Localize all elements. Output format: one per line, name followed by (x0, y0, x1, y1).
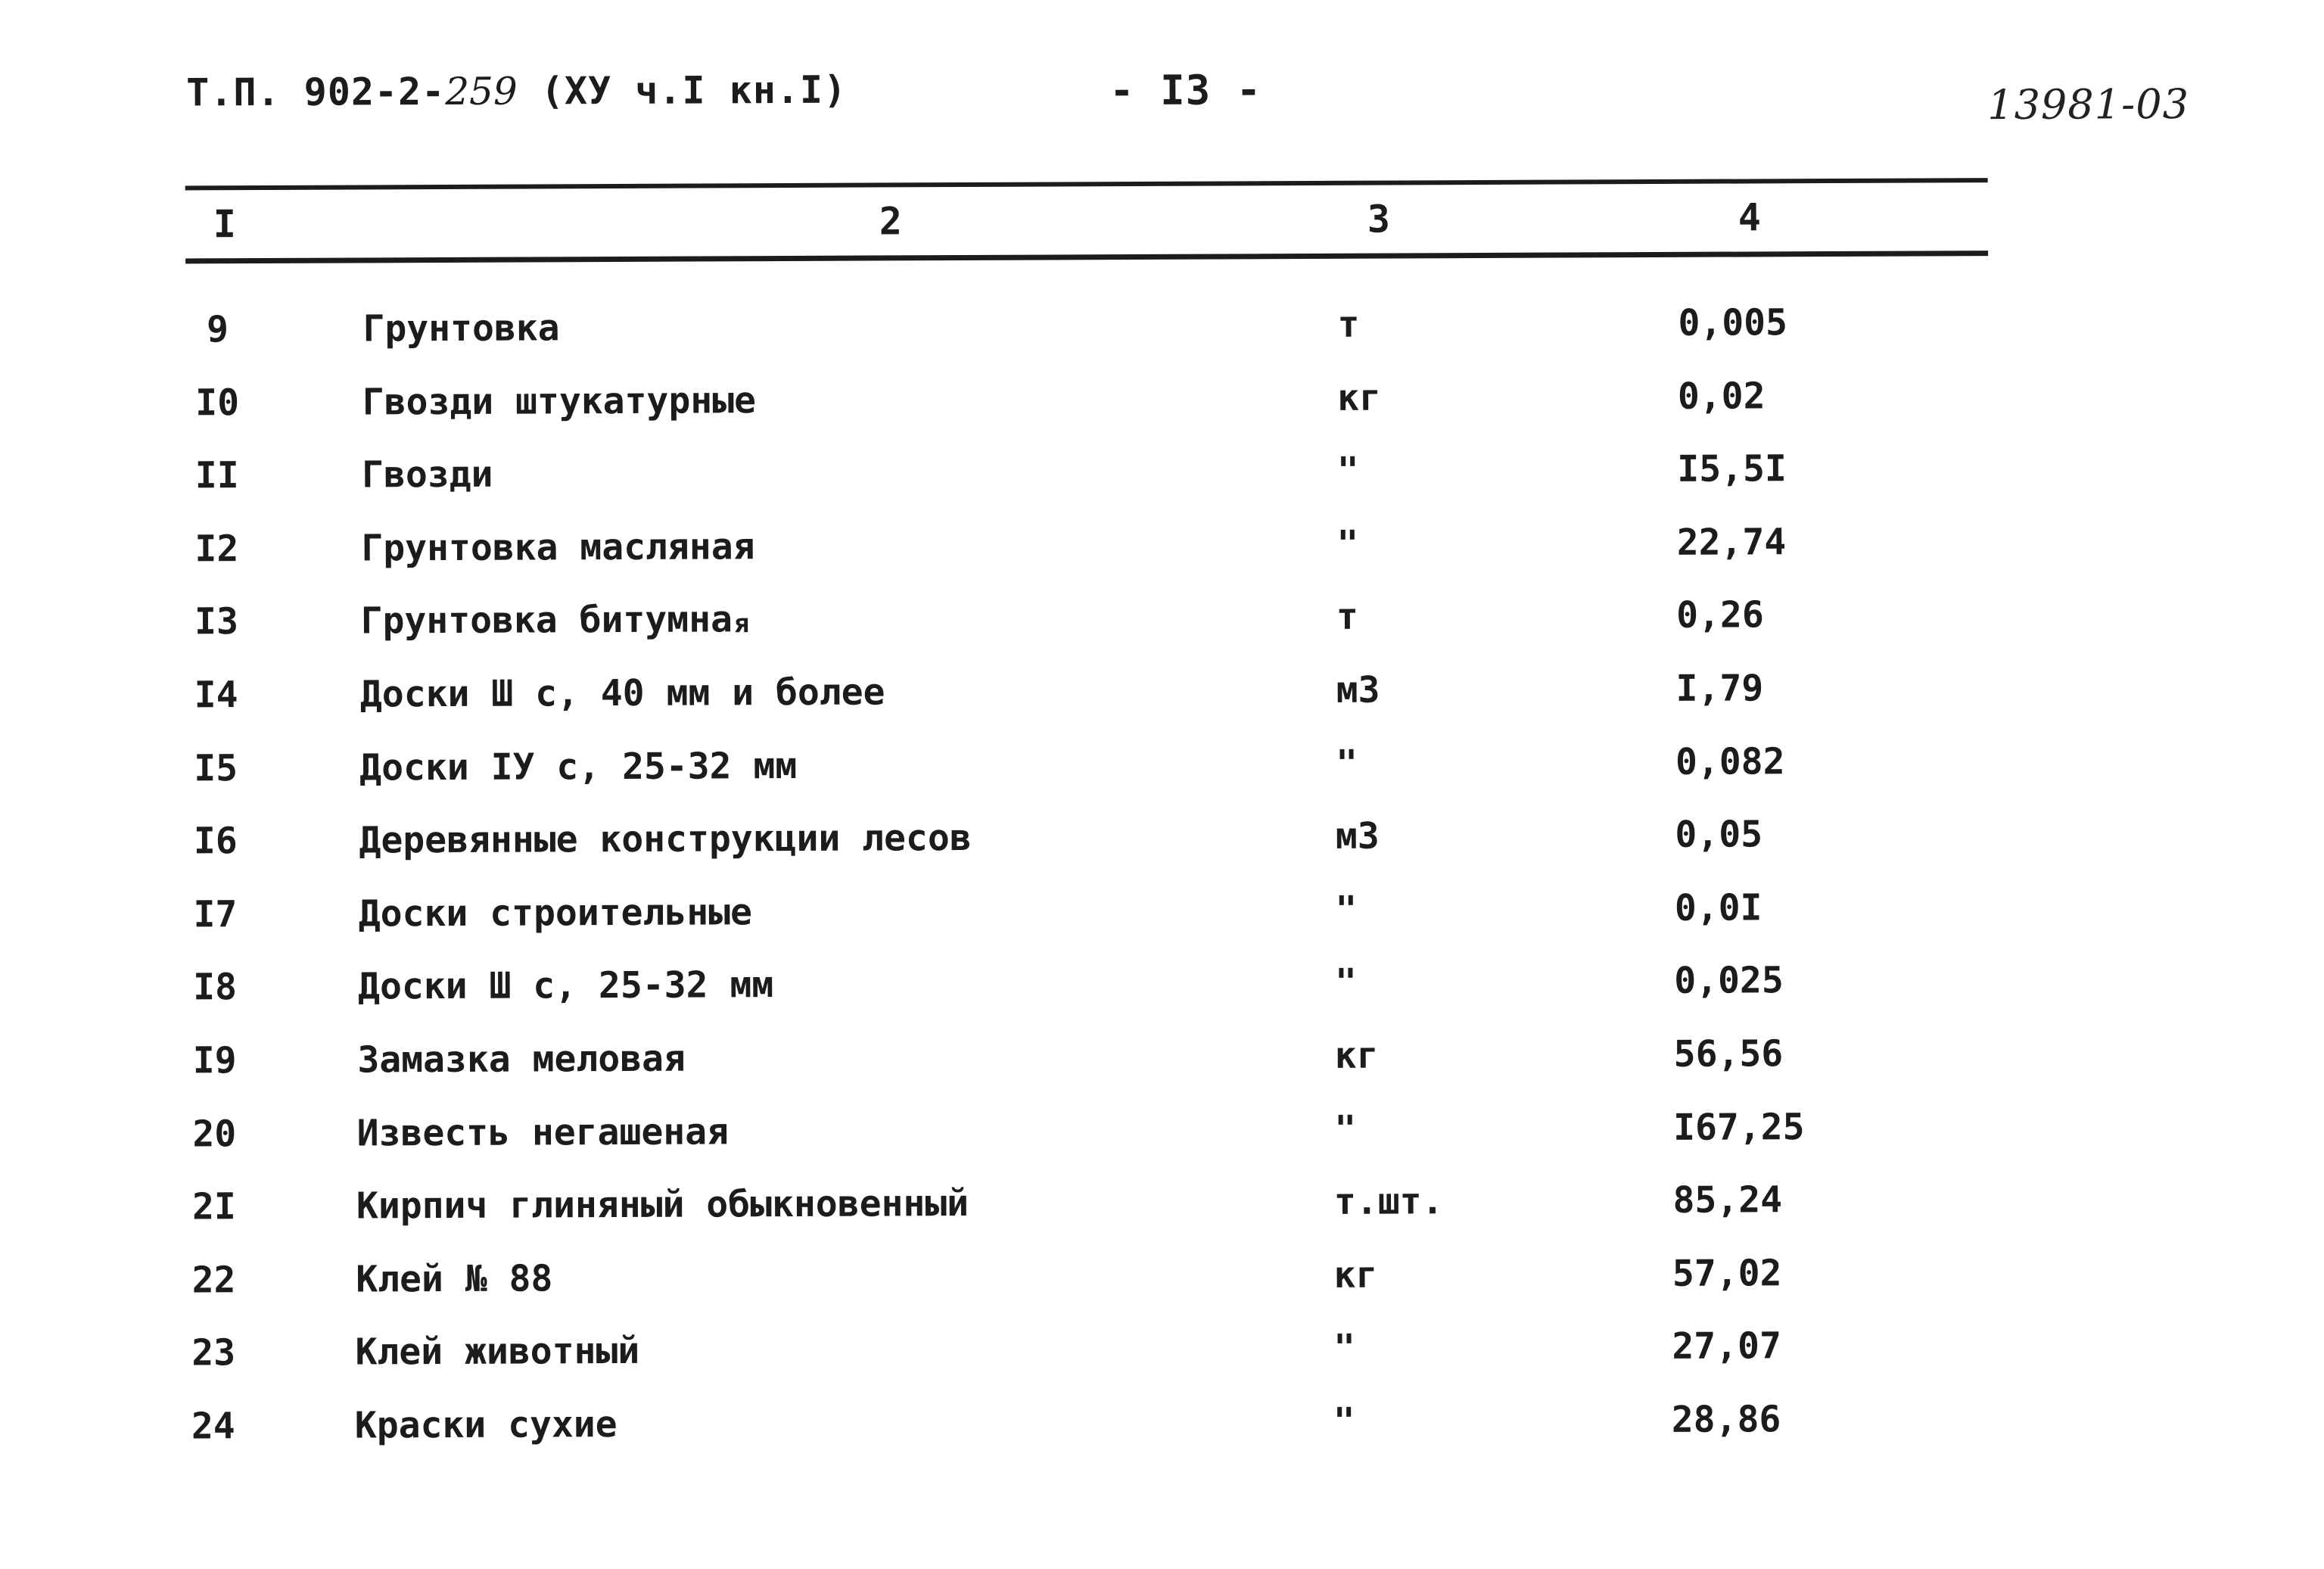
row-unit: " (1334, 961, 1358, 1004)
archive-number: 13981-03 (1987, 79, 2190, 129)
doc-code-prefix: Т.П. 902-2- (186, 69, 446, 115)
table-row (2, 1323, 2324, 1401)
row-unit: т.шт. (1333, 1180, 1444, 1224)
row-quantity: 57,02 (1672, 1252, 1782, 1295)
row-name: Краски сухие (354, 1402, 618, 1447)
page-number: - I3 - (1109, 66, 1262, 115)
row-number: I9 (192, 1039, 237, 1082)
row-quantity: 22,74 (1676, 521, 1787, 564)
table-row (1, 884, 2324, 962)
table-row (0, 592, 2323, 670)
table-header-rule (185, 251, 1988, 263)
table-row (0, 445, 2323, 523)
table-row (0, 811, 2324, 889)
column-header-4: 4 (1738, 195, 1762, 240)
row-name: Доски Ш с, 40 мм и более (359, 671, 885, 716)
table-row (3, 1396, 2324, 1474)
row-quantity: 28,86 (1671, 1398, 1781, 1441)
row-quantity: I5,5I (1677, 447, 1787, 491)
row-quantity: 0,082 (1675, 739, 1785, 783)
row-number: II (194, 454, 239, 497)
row-name: Деревянные конструкции лесов (359, 817, 972, 862)
row-unit: м3 (1336, 668, 1380, 711)
row-quantity: 27,07 (1672, 1325, 1782, 1368)
row-name: Известь негашеная (356, 1110, 730, 1155)
row-number: 20 (192, 1112, 237, 1156)
row-name: Замазка меловая (357, 1037, 686, 1082)
row-unit: " (1333, 1327, 1356, 1370)
table-row (1, 957, 2324, 1035)
row-number: I7 (193, 892, 238, 936)
doc-code-suffix: (ХУ ч.I кн.I) (517, 67, 848, 114)
table-row (0, 518, 2323, 596)
row-unit: т (1337, 303, 1360, 346)
table-row (0, 738, 2324, 816)
row-name: Грунтовка масляная (361, 525, 755, 570)
row-number: 24 (191, 1405, 235, 1448)
table-row (0, 299, 2322, 377)
row-number: I2 (194, 527, 239, 571)
row-name: Грунтовка (362, 307, 560, 350)
row-quantity: I67,25 (1673, 1105, 1805, 1149)
document-code (186, 68, 847, 115)
row-name: Кирпич глиняный обыкновенный (356, 1182, 969, 1228)
row-unit: м3 (1335, 814, 1380, 858)
row-name: Гвозди штукатурные (362, 378, 757, 424)
row-unit: " (1336, 449, 1359, 493)
row-quantity: 0,005 (1678, 301, 1788, 344)
row-quantity: 0,025 (1674, 959, 1784, 1003)
row-unit: " (1334, 1107, 1357, 1150)
row-number: I5 (194, 746, 238, 790)
row-quantity: 85,24 (1672, 1178, 1783, 1222)
row-number: 2I (191, 1185, 236, 1228)
row-name: Доски Ш с, 25-32 мм (357, 964, 774, 1008)
row-unit: т (1336, 596, 1359, 639)
column-header-2: 2 (879, 199, 903, 244)
doc-code-handwritten: 259 (445, 69, 518, 114)
row-name: Доски IУ с, 25-32 мм (359, 744, 798, 789)
table-row (0, 372, 2322, 450)
row-quantity: 0,26 (1676, 593, 1764, 637)
row-quantity: 0,0I (1674, 886, 1762, 929)
row-quantity: 56,56 (1673, 1032, 1784, 1076)
row-unit: " (1336, 522, 1359, 565)
row-number: 22 (191, 1258, 236, 1302)
row-unit: кг (1333, 1253, 1378, 1297)
row-number: I6 (193, 820, 238, 863)
table-row (2, 1176, 2324, 1254)
row-unit: кг (1334, 1034, 1379, 1077)
row-name: Доски строительные (358, 891, 753, 935)
row-name: Грунтовка битумна (360, 598, 733, 643)
table-row (2, 1104, 2324, 1181)
column-header-1: I (213, 202, 237, 247)
row-number: 9 (206, 308, 229, 351)
table-row (2, 1030, 2324, 1108)
row-unit: " (1335, 888, 1358, 931)
row-unit: " (1333, 1399, 1355, 1443)
column-header-3: 3 (1367, 197, 1391, 241)
row-name: Гвозди (361, 453, 493, 497)
row-unit: " (1336, 742, 1358, 785)
row-name: Клей животный (355, 1330, 640, 1374)
table-row (0, 665, 2324, 742)
row-number: I8 (193, 966, 238, 1009)
row-quantity: I,79 (1675, 667, 1764, 710)
row-name: Клей № 88 (356, 1257, 553, 1301)
row-name-subscript: я (733, 609, 750, 640)
row-number: I0 (195, 381, 240, 425)
table-top-rule (185, 178, 1988, 190)
row-unit: кг (1336, 376, 1382, 419)
row-quantity: 0,02 (1677, 374, 1766, 418)
row-number: I3 (194, 600, 239, 643)
row-quantity: 0,05 (1675, 813, 1763, 857)
row-number: 23 (191, 1331, 236, 1374)
row-number: I4 (194, 674, 238, 717)
table-row (2, 1250, 2324, 1328)
